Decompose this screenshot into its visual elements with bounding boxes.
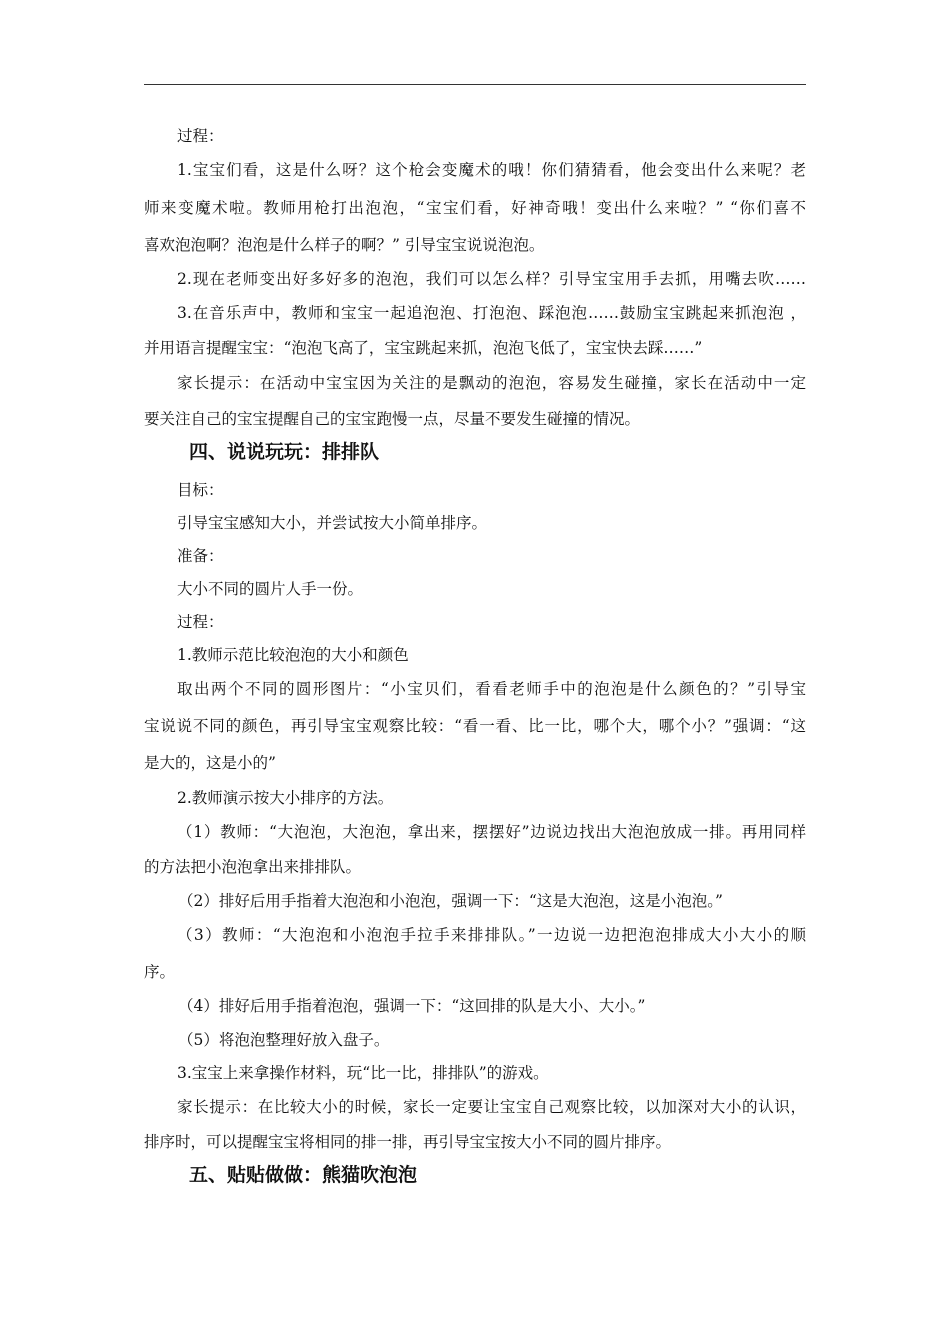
paragraph-line: 并用语言提醒宝宝：“泡泡飞高了，宝宝跳起来抓，泡泡飞低了，宝宝快去踩……” (144, 339, 703, 357)
paragraph-line: 师来变魔术啦。教师用枪打出泡泡，“宝宝们看，好神奇哦！变出什么来啦？” “你们喜不 (144, 199, 806, 217)
paragraph-line: 引导宝宝感知大小，并尝试按大小简单排序。 (177, 514, 488, 532)
paragraph-line: 准备： (177, 547, 224, 565)
paragraph-line: 1.宝宝们看，这是什么呀？这个枪会变魔术的哦！你们猜猜看，他会变出什么来呢？老 (177, 161, 806, 179)
paragraph-line: 3.在音乐声中，教师和宝宝一起追泡泡、打泡泡、踩泡泡……鼓励宝宝跳起来抓泡泡 ， (177, 304, 806, 322)
paragraph-line: 目标： (177, 481, 224, 499)
paragraph-line: （4）排好后用手指着泡泡，强调一下：“这回排的队是大小、大小。” (178, 997, 646, 1015)
paragraph-line: 3.宝宝上来拿操作材料，玩“比一比，排排队”的游戏。 (177, 1064, 549, 1082)
paragraph-line: 过程： (177, 613, 224, 631)
paragraph-line: 1.教师示范比较泡泡的大小和颜色 (177, 646, 409, 664)
section-heading: 四、说说玩玩：排排队 (189, 441, 380, 463)
paragraph-line: 2.教师演示按大小排序的方法。 (177, 789, 394, 807)
paragraph-line: 大小不同的圆片人手一份。 (177, 580, 364, 598)
paragraph-line: 序。 (144, 963, 176, 981)
paragraph-line: 家长提示：在活动中宝宝因为关注的是飘动的泡泡，容易发生碰撞，家长在活动中一定 (177, 374, 806, 392)
paragraph-line: 家长提示：在比较大小的时候，家长一定要让宝宝自己观察比较，以加深对大小的认识， (177, 1098, 806, 1116)
paragraph-line: （5）将泡泡整理好放入盘子。 (178, 1031, 390, 1049)
paragraph-line: 宝说说不同的颜色，再引导宝宝观察比较：“看一看、比一比，哪个大，哪个小？”强调：“这 (144, 717, 806, 735)
header-rule (144, 84, 806, 85)
paragraph-line: （2）排好后用手指着大泡泡和小泡泡，强调一下：“这是大泡泡，这是小泡泡。” (178, 892, 723, 910)
paragraph-line: （1）教师：“大泡泡，大泡泡，拿出来，摆摆好”边说边找出大泡泡放成一排。再用同样 (177, 823, 806, 841)
paragraph-line: 排序时，可以提醒宝宝将相同的排一排，再引导宝宝按大小不同的圆片排序。 (144, 1133, 672, 1151)
paragraph-line: 喜欢泡泡啊？泡泡是什么样子的啊？” 引导宝宝说说泡泡。 (144, 236, 545, 254)
paragraph-line: 的方法把小泡泡拿出来排排队。 (144, 858, 362, 876)
paragraph-line: 取出两个不同的圆形图片：“小宝贝们，看看老师手中的泡泡是什么颜色的？”引导宝 (177, 680, 806, 698)
paragraph-line: 2.现在老师变出好多好多的泡泡，我们可以怎么样？引导宝宝用手去抓，用嘴去吹…… (177, 270, 806, 288)
paragraph-line: （3）教师：“大泡泡和小泡泡手拉手来排排队。”一边说一边把泡泡排成大小大小的顺 (177, 926, 806, 944)
section-heading: 五、贴贴做做：熊猫吹泡泡 (189, 1164, 418, 1186)
paragraph-line: 过程： (177, 127, 224, 145)
paragraph-line: 是大的，这是小的” (144, 754, 276, 772)
paragraph-line: 要关注自己的宝宝提醒自己的宝宝跑慢一点，尽量不要发生碰撞的情况。 (144, 410, 641, 428)
